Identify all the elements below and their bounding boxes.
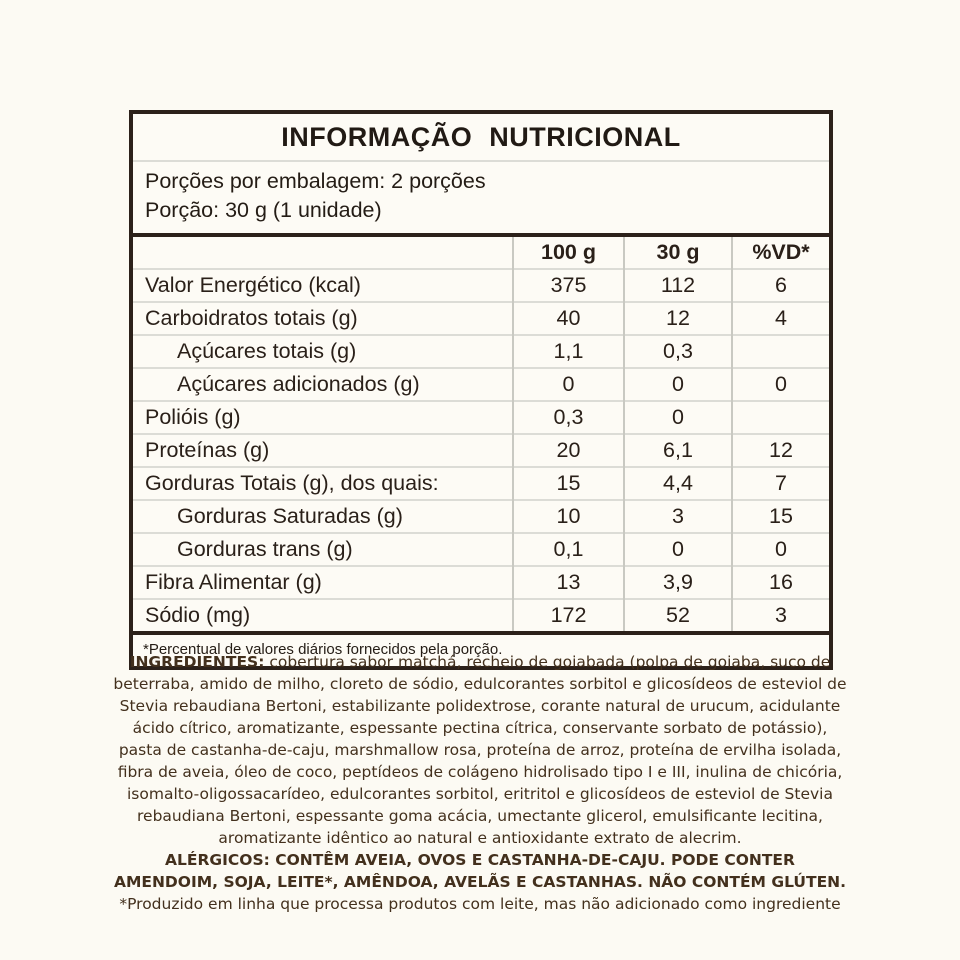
- servings-info: [133, 162, 829, 237]
- nutrient-name: Gorduras Totais (g), dos quais:: [133, 467, 513, 500]
- value-100g: 172: [513, 599, 624, 631]
- value-100g: 0,3: [513, 401, 624, 434]
- value-vd: 0: [732, 533, 829, 566]
- value-30g: 0: [624, 533, 732, 566]
- daily-value-footnote: *Percentual de valores diários fornecidos pela porção.: [133, 631, 829, 666]
- table-row-energia: [133, 269, 829, 302]
- nutrient-name: Açúcares adicionados (g): [133, 368, 513, 401]
- value-100g: 0,1: [513, 533, 624, 566]
- value-30g: 0: [624, 368, 732, 401]
- nutrient-name: Polióis (g): [133, 401, 513, 434]
- value-vd: 4: [732, 302, 829, 335]
- table-row-poliois: [133, 401, 829, 434]
- ingredients-label: INGREDIENTES:: [129, 653, 265, 671]
- servings-per-package: Porções por embalagem: 2 porções: [145, 169, 486, 193]
- label-title: INFORMAÇÃO NUTRICIONAL: [133, 114, 829, 162]
- value-vd: 12: [732, 434, 829, 467]
- table-row-acucares-totais: [133, 335, 829, 368]
- value-vd: 3: [732, 599, 829, 631]
- value-30g: 0: [624, 401, 732, 434]
- value-vd: [732, 335, 829, 368]
- table-row-gorduras-totais: [133, 467, 829, 500]
- milk-processing-note: *Produzido em linha que processa produtos com leite, mas não adicionado como ingrediente: [119, 895, 841, 913]
- table-row-sodio: [133, 599, 829, 631]
- allergens-statement: ALÉRGICOS: CONTÊM AVEIA, OVOS E CASTANHA-DE-CAJU. PODE CONTER AMENDOIM, SOJA, LEITE*, AMÊNDOA, AVELÃS E CASTANHAS. NÃO CONTÉM GLÚTEN.: [113, 851, 847, 891]
- value-100g: 1,1: [513, 335, 624, 368]
- value-100g: 0: [513, 368, 624, 401]
- value-30g: 3,9: [624, 566, 732, 599]
- value-30g: 12: [624, 302, 732, 335]
- header-vd: %VD*: [732, 237, 829, 269]
- nutrient-name: Proteínas (g): [133, 434, 513, 467]
- value-30g: 3: [624, 500, 732, 533]
- nutrient-name: Gorduras Saturadas (g): [133, 500, 513, 533]
- value-30g: 6,1: [624, 434, 732, 467]
- nutrient-name: Sódio (mg): [133, 599, 513, 631]
- nutrition-table: [133, 237, 829, 631]
- header-100g: 100 g: [513, 237, 624, 269]
- nutrient-name: Açúcares totais (g): [133, 335, 513, 368]
- value-100g: 10: [513, 500, 624, 533]
- nutrient-name: Carboidratos totais (g): [133, 302, 513, 335]
- value-30g: 4,4: [624, 467, 732, 500]
- ingredients-text: cobertura sabor matchá, recheio de goiabada (polpa de goiaba, suco de beterraba, amido de milho, cloreto de sódio, edulcorantes sorbitol e glicosídeos de esteviol de Stevia rebaudiana Bertoni, estabilizante polidextrose, corante natural de urucum, acidulante ácido cítrico, aromatizante, espessante pectina cítrica, conservante sorbato de potássio), pasta de castanha-de-caju, marshmallow rosa, proteína de arroz, proteína de ervilha isolada, fibra de aveia, óleo de coco, peptídeos de colágeno hidrolisado tipo I e III, inulina de chicória, isomalto-oligossacarídeo, edulcorantes sorbitol, eritritol e glicosídeos de esteviol de Stevia rebaudiana Bertoni, espessante goma acácia, umectante glicerol, emulsificante lecitina, aromatizante idêntico ao natural e antioxidante extrato de alecrim.: [113, 653, 847, 847]
- value-vd: [732, 401, 829, 434]
- value-30g: 112: [624, 269, 732, 302]
- table-row-acucares-adicionados: [133, 368, 829, 401]
- value-30g: 52: [624, 599, 732, 631]
- value-100g: 15: [513, 467, 624, 500]
- nutrient-name: Fibra Alimentar (g): [133, 566, 513, 599]
- value-100g: 40: [513, 302, 624, 335]
- value-100g: 375: [513, 269, 624, 302]
- table-header-row: [133, 237, 829, 269]
- value-vd: 16: [732, 566, 829, 599]
- table-row-gorduras-saturadas: [133, 500, 829, 533]
- serving-size: Porção: 30 g (1 unidade): [145, 198, 382, 222]
- ingredients-section: [112, 651, 848, 915]
- value-100g: 13: [513, 566, 624, 599]
- value-vd: 7: [732, 467, 829, 500]
- nutrient-name: Valor Energético (kcal): [133, 269, 513, 302]
- value-vd: 0: [732, 368, 829, 401]
- ingredients-paragraph: [112, 651, 848, 849]
- table-row-gorduras-trans: [133, 533, 829, 566]
- table-row-proteinas: [133, 434, 829, 467]
- nutrition-label: [129, 110, 833, 670]
- value-vd: 6: [732, 269, 829, 302]
- value-30g: 0,3: [624, 335, 732, 368]
- header-empty: [133, 237, 513, 269]
- table-row-carboidratos: [133, 302, 829, 335]
- value-vd: 15: [732, 500, 829, 533]
- value-100g: 20: [513, 434, 624, 467]
- table-row-fibra: [133, 566, 829, 599]
- header-30g: 30 g: [624, 237, 732, 269]
- nutrient-name: Gorduras trans (g): [133, 533, 513, 566]
